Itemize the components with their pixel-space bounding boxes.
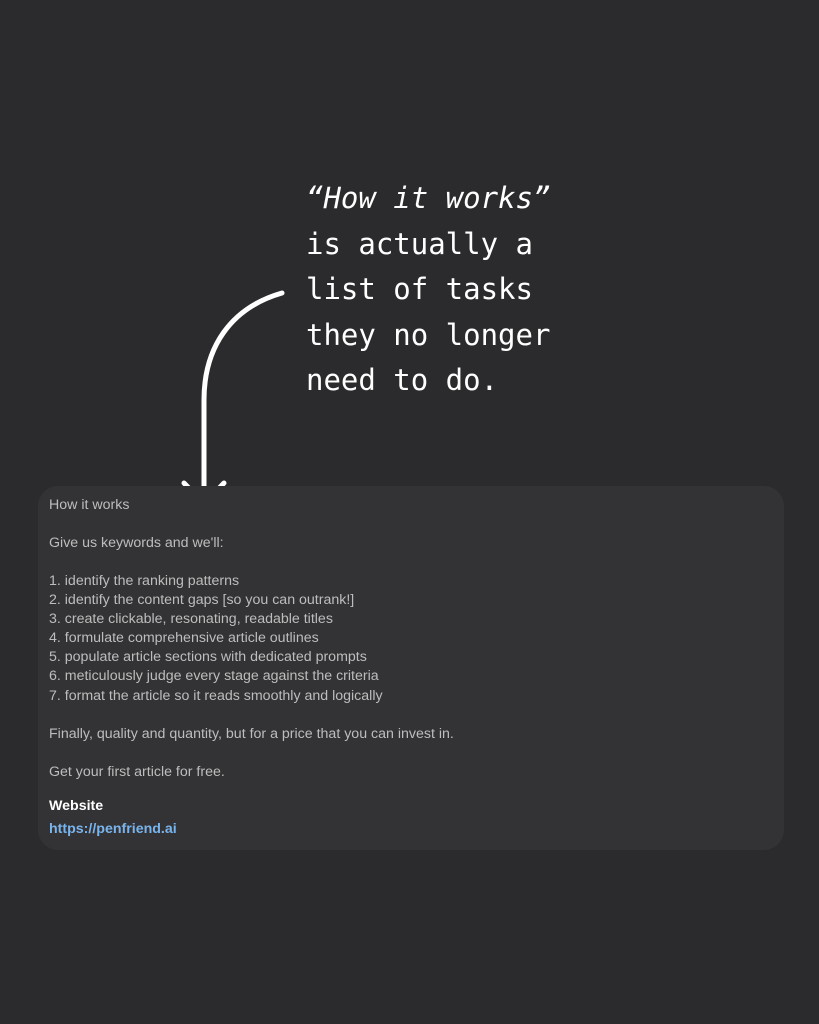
list-item: 1. identify the ranking patterns (49, 573, 240, 589)
card-closing: Finally, quality and quantity, but for a price that you can invest in. (49, 725, 454, 742)
list-item: 7. format the article so it reads smoothly and logically (49, 687, 383, 704)
curved-down-arrow-icon (170, 280, 300, 520)
headline-line-quote: “How it works” (306, 181, 551, 215)
website-link[interactable]: https://penfriend.ai (49, 820, 177, 837)
list-item: 3. create clickable, resonating, readable titles (49, 611, 333, 628)
how-it-works-card (38, 486, 784, 850)
card-intro: Give us keywords and we'll: (49, 535, 224, 551)
headline (306, 176, 806, 404)
headline-line-4: they no longer (306, 317, 551, 352)
headline-line-2: is actually a (306, 226, 533, 261)
list-item: 6. meticulously judge every stage against the criteria (49, 668, 379, 685)
list-item: 4. formulate comprehensive article outlines (49, 630, 319, 647)
headline-line-3: list of tasks (306, 272, 533, 306)
headline-line-5: need to do. (306, 363, 499, 397)
list-item: 2. identify the content gaps [so you can outrank!] (49, 592, 355, 609)
list-item: 5. populate article sections with dedicated prompts (49, 649, 367, 666)
website-label: Website (49, 797, 104, 814)
steps-list (49, 572, 773, 706)
card-cta: Get your first article for free. (49, 763, 225, 780)
card-title: How it works (49, 497, 130, 513)
